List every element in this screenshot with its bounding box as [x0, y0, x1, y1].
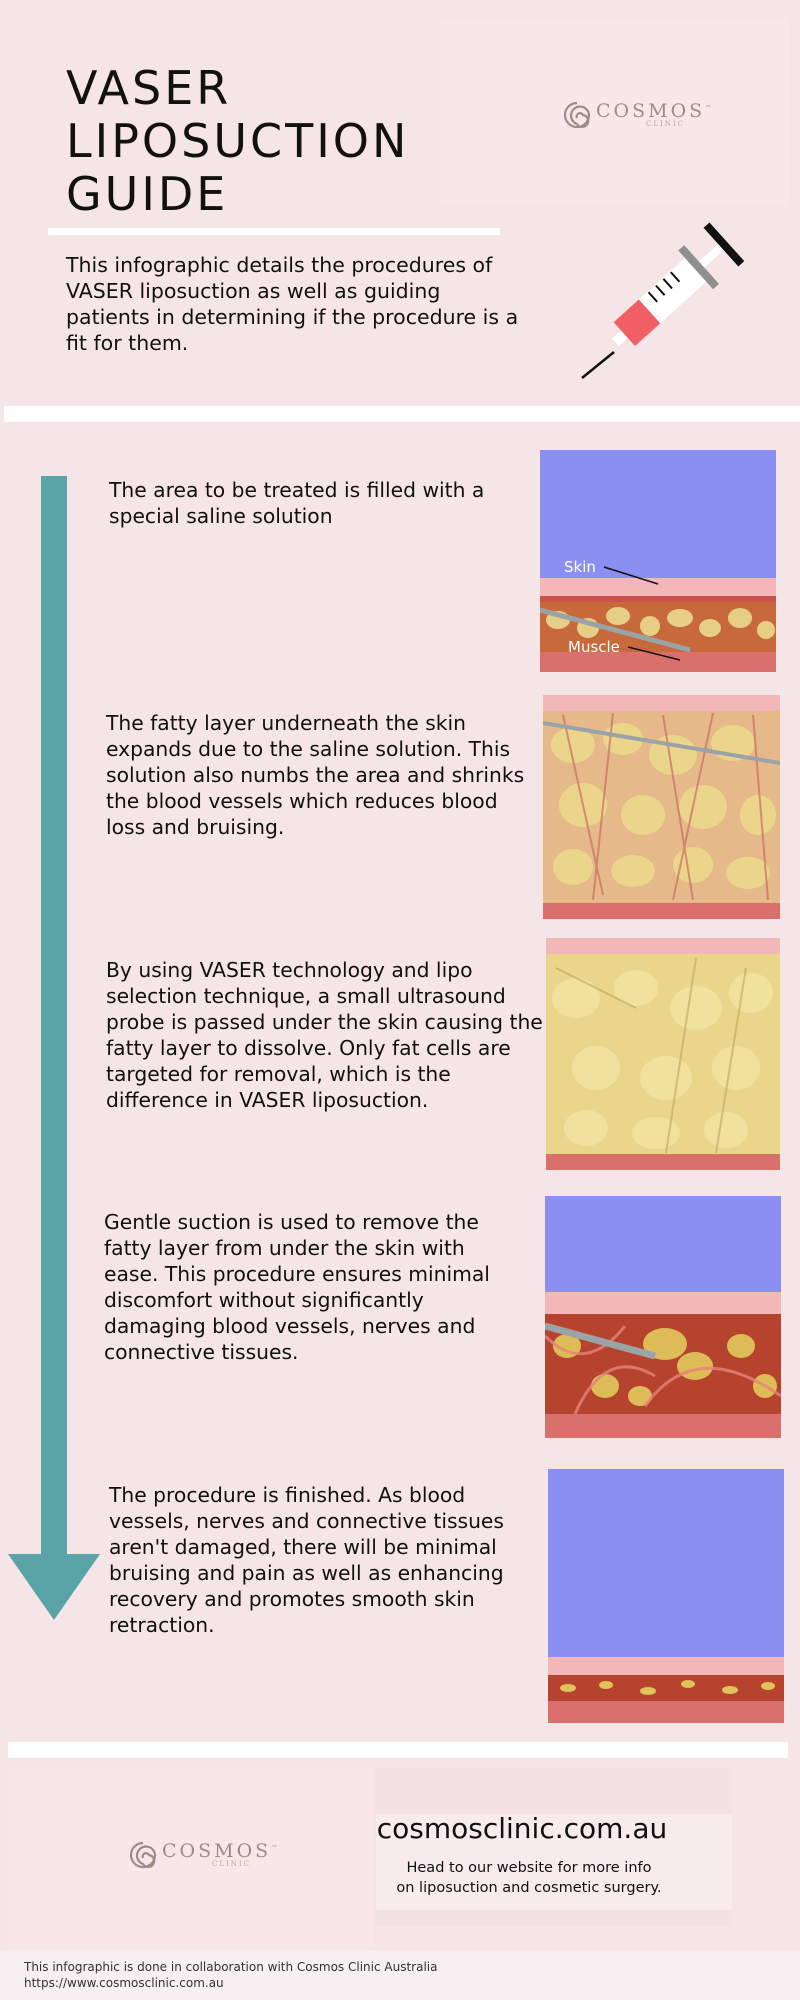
- footer-logo-tm: ™: [271, 1844, 281, 1852]
- logo-sub: CLINIC: [646, 120, 686, 128]
- footer-logo-word: COSMOS: [162, 1840, 272, 1862]
- title-line-1: VASER: [66, 61, 232, 115]
- syringe-icon: [570, 222, 750, 382]
- title-line-2: LIPOSUCTION: [66, 114, 410, 168]
- muscle-label: Muscle: [568, 638, 620, 656]
- step-4-text: Gentle suction is used to remove the fatty layer from under the skin with ease. This procedure ensures minimal discomfort without significantly damaging blood vessels, nerves and connective tissues.: [104, 1210, 490, 1364]
- step-5-illustration: [548, 1469, 784, 1723]
- step-5-text: The procedure is finished. As blood vessels, nerves and connective tissues aren't damaged, there will be minimal bruising and pain as well as enhancing recovery and promotes smooth skin retraction.: [109, 1483, 504, 1637]
- step-3-text: By using VASER technology and lipo selection technique, a small ultrasound probe is passed under the skin causing the fatty layer to dissolve. Only fat cells are targeted for removal, which is the difference in VASER liposuction.: [106, 958, 543, 1112]
- footer-cosmos-logo: [128, 1840, 280, 1870]
- title-underline: [48, 228, 500, 235]
- step-2-illustration: [543, 695, 780, 919]
- step-2-text: The fatty layer underneath the skin expands due to the saline solution. This solution also numbs the area and shrinks the blood vessels which reduces blood loss and bruising.: [106, 711, 525, 839]
- title-line-3: GUIDE: [66, 167, 229, 221]
- step-3-illustration: [546, 938, 780, 1170]
- intro-text: This infographic details the procedures of VASER liposuction as well as guiding patients in determining if the procedure is a fit for them.: [66, 253, 519, 355]
- skin-label: Skin: [564, 558, 596, 576]
- cosmos-logo-icon: [128, 1840, 158, 1870]
- logo-word: COSMOS: [596, 100, 706, 122]
- footer-logo-sub: CLINIC: [212, 1860, 252, 1868]
- divider-bottom: [8, 1742, 788, 1758]
- step-4-illustration: [545, 1196, 781, 1438]
- credit-url[interactable]: https://www.cosmosclinic.com.au: [24, 1976, 224, 1990]
- website-link[interactable]: cosmosclinic.com.au: [376, 1812, 668, 1845]
- footer-note-line-2: on liposuction and cosmetic surgery.: [396, 1880, 662, 1896]
- footer-note: [376, 1858, 682, 1898]
- page-title: [66, 62, 446, 221]
- divider-top: [4, 406, 800, 422]
- cosmos-logo-icon: [562, 100, 592, 130]
- step-1-illustration: [540, 450, 776, 672]
- credit-text: This infographic is done in collaboration with Cosmos Clinic Australia: [24, 1960, 438, 1974]
- logo-tm: ™: [705, 104, 715, 112]
- down-arrow-icon: [8, 1554, 100, 1620]
- logo-panel: [440, 18, 790, 206]
- cosmos-logo: [562, 100, 714, 130]
- credit-bar: [0, 1950, 800, 2000]
- process-arrow-shaft: [41, 476, 67, 1558]
- step-1-text: The area to be treated is filled with a special saline solution: [109, 478, 485, 528]
- footer-note-line-1: Head to our website for more info: [406, 1860, 652, 1876]
- footer-logo-panel: [8, 1768, 374, 1946]
